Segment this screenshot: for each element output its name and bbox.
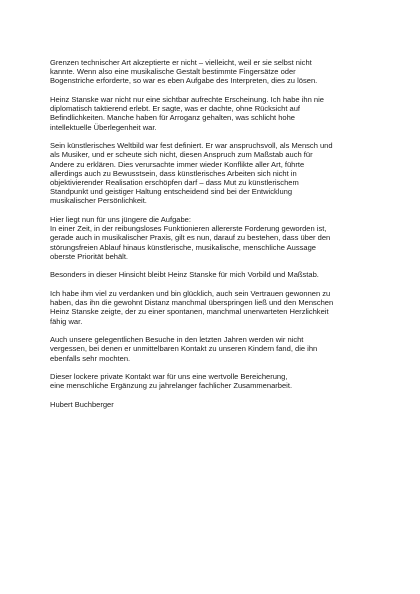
paragraph-1: [50, 58, 385, 86]
text-line: haben, das ihn die gewohnt Distanz manchmal überspringen ließ und den Menschen: [50, 298, 334, 308]
text-line: Grenzen technischer Art akzeptierte er nicht – vielleicht, weil er sie selbst nicht: [50, 58, 312, 67]
text-line: als Musiker, und er scheute sich nicht, diesen Anspruch zum Maßstab auch für: [50, 150, 313, 160]
text-line: Ich habe ihm viel zu verdanken und bin glücklich, auch sein Vertrauen gewonnen zu: [50, 289, 331, 299]
text-line: Befindlichkeiten. Manche haben für Arroganz gehalten, was schlicht hohe: [50, 113, 296, 123]
text-line: oberste Priorität behält.: [50, 251, 129, 261]
text-line: gerade auch in musikalischer Praxis, gilt es nun, darauf zu bestehen, dass über den: [50, 233, 331, 243]
paragraph-2: [50, 95, 385, 132]
text-line: Sein künstlerisches Weltbild war fest definiert. Er war anspruchsvoll, als Mensch und: [50, 141, 333, 151]
text-line: objektivierender Realisation erschöpfen darf – dass Mut zu künstlerischem: [50, 178, 299, 188]
text-line: Andere zu erklären. Dies verursachte immer wieder Konflikte aller Art, führte: [50, 159, 305, 169]
paragraph-3: [50, 141, 385, 205]
text-line: In einer Zeit, in der reibungsloses Funktionieren allererste Forderung geworden ist,: [50, 224, 327, 234]
text-line: eine menschliche Ergänzung zu jahrelanger fachlicher Zusammenarbeit.: [50, 381, 293, 391]
text-line: kannte. Wenn also eine musikalische Gestalt bestimmte Fingersätze oder: [50, 67, 296, 77]
text-line: musikalischer Persönlichkeit.: [50, 196, 147, 206]
text-line: Standpunkt und geistiger Haltung entscheidend sind bei der Entwicklung: [50, 187, 293, 197]
paragraph-5: [50, 270, 385, 279]
signature: [50, 400, 385, 409]
text-line: Bogenstriche erforderte, so war es eben Aufgabe des Interpreten, dies zu lösen.: [50, 76, 318, 86]
paragraph-7: [50, 335, 385, 363]
text-line: Heinz Stanske war nicht nur eine sichtbar aufrechte Erscheinung. Ich habe ihn nie: [50, 95, 324, 104]
text-line: Heinz Stanske zeigte, der zu einer spontanen, manchmal unerwarteten Herzlichkeit: [50, 307, 329, 317]
text-line: Hier liegt nun für uns jüngere die Aufgabe:: [50, 215, 191, 225]
text-line: diplomatisch taktierend erlebt. Er sagte, was er dachte, ohne Rücksicht auf: [50, 104, 301, 114]
text-line: Auch unsere gelegentlichen Besuche in den letzten Jahren werden wir nicht: [50, 335, 304, 345]
paragraph-4: [50, 215, 385, 261]
text-line: Besonders in dieser Hinsicht bleibt Heinz Stanske für mich Vorbild und Maßstab.: [50, 270, 319, 280]
signature-name: Hubert Buchberger: [50, 400, 114, 410]
paragraph-8: [50, 372, 385, 390]
text-line: fähig war.: [50, 316, 83, 326]
paragraph-6: [50, 289, 385, 326]
text-line: Dieser lockere private Kontakt war für uns eine wertvolle Bereicherung,: [50, 372, 288, 382]
text-line: intellektuelle Überlegenheit war.: [50, 122, 157, 132]
document-page: [50, 58, 385, 409]
text-line: vergessen, bei denen er unmittelbaren Kontakt zu unseren Kindern fand, die ihn: [50, 344, 318, 354]
text-line: störungsfreien Ablauf hinaus künstlerische, musikalische, menschliche Aussage: [50, 242, 316, 252]
text-line: ebenfalls sehr mochten.: [50, 353, 131, 363]
text-line: allerdings auch zu Bewusstsein, dass künstlerisches Arbeiten sich nicht in: [50, 168, 297, 178]
